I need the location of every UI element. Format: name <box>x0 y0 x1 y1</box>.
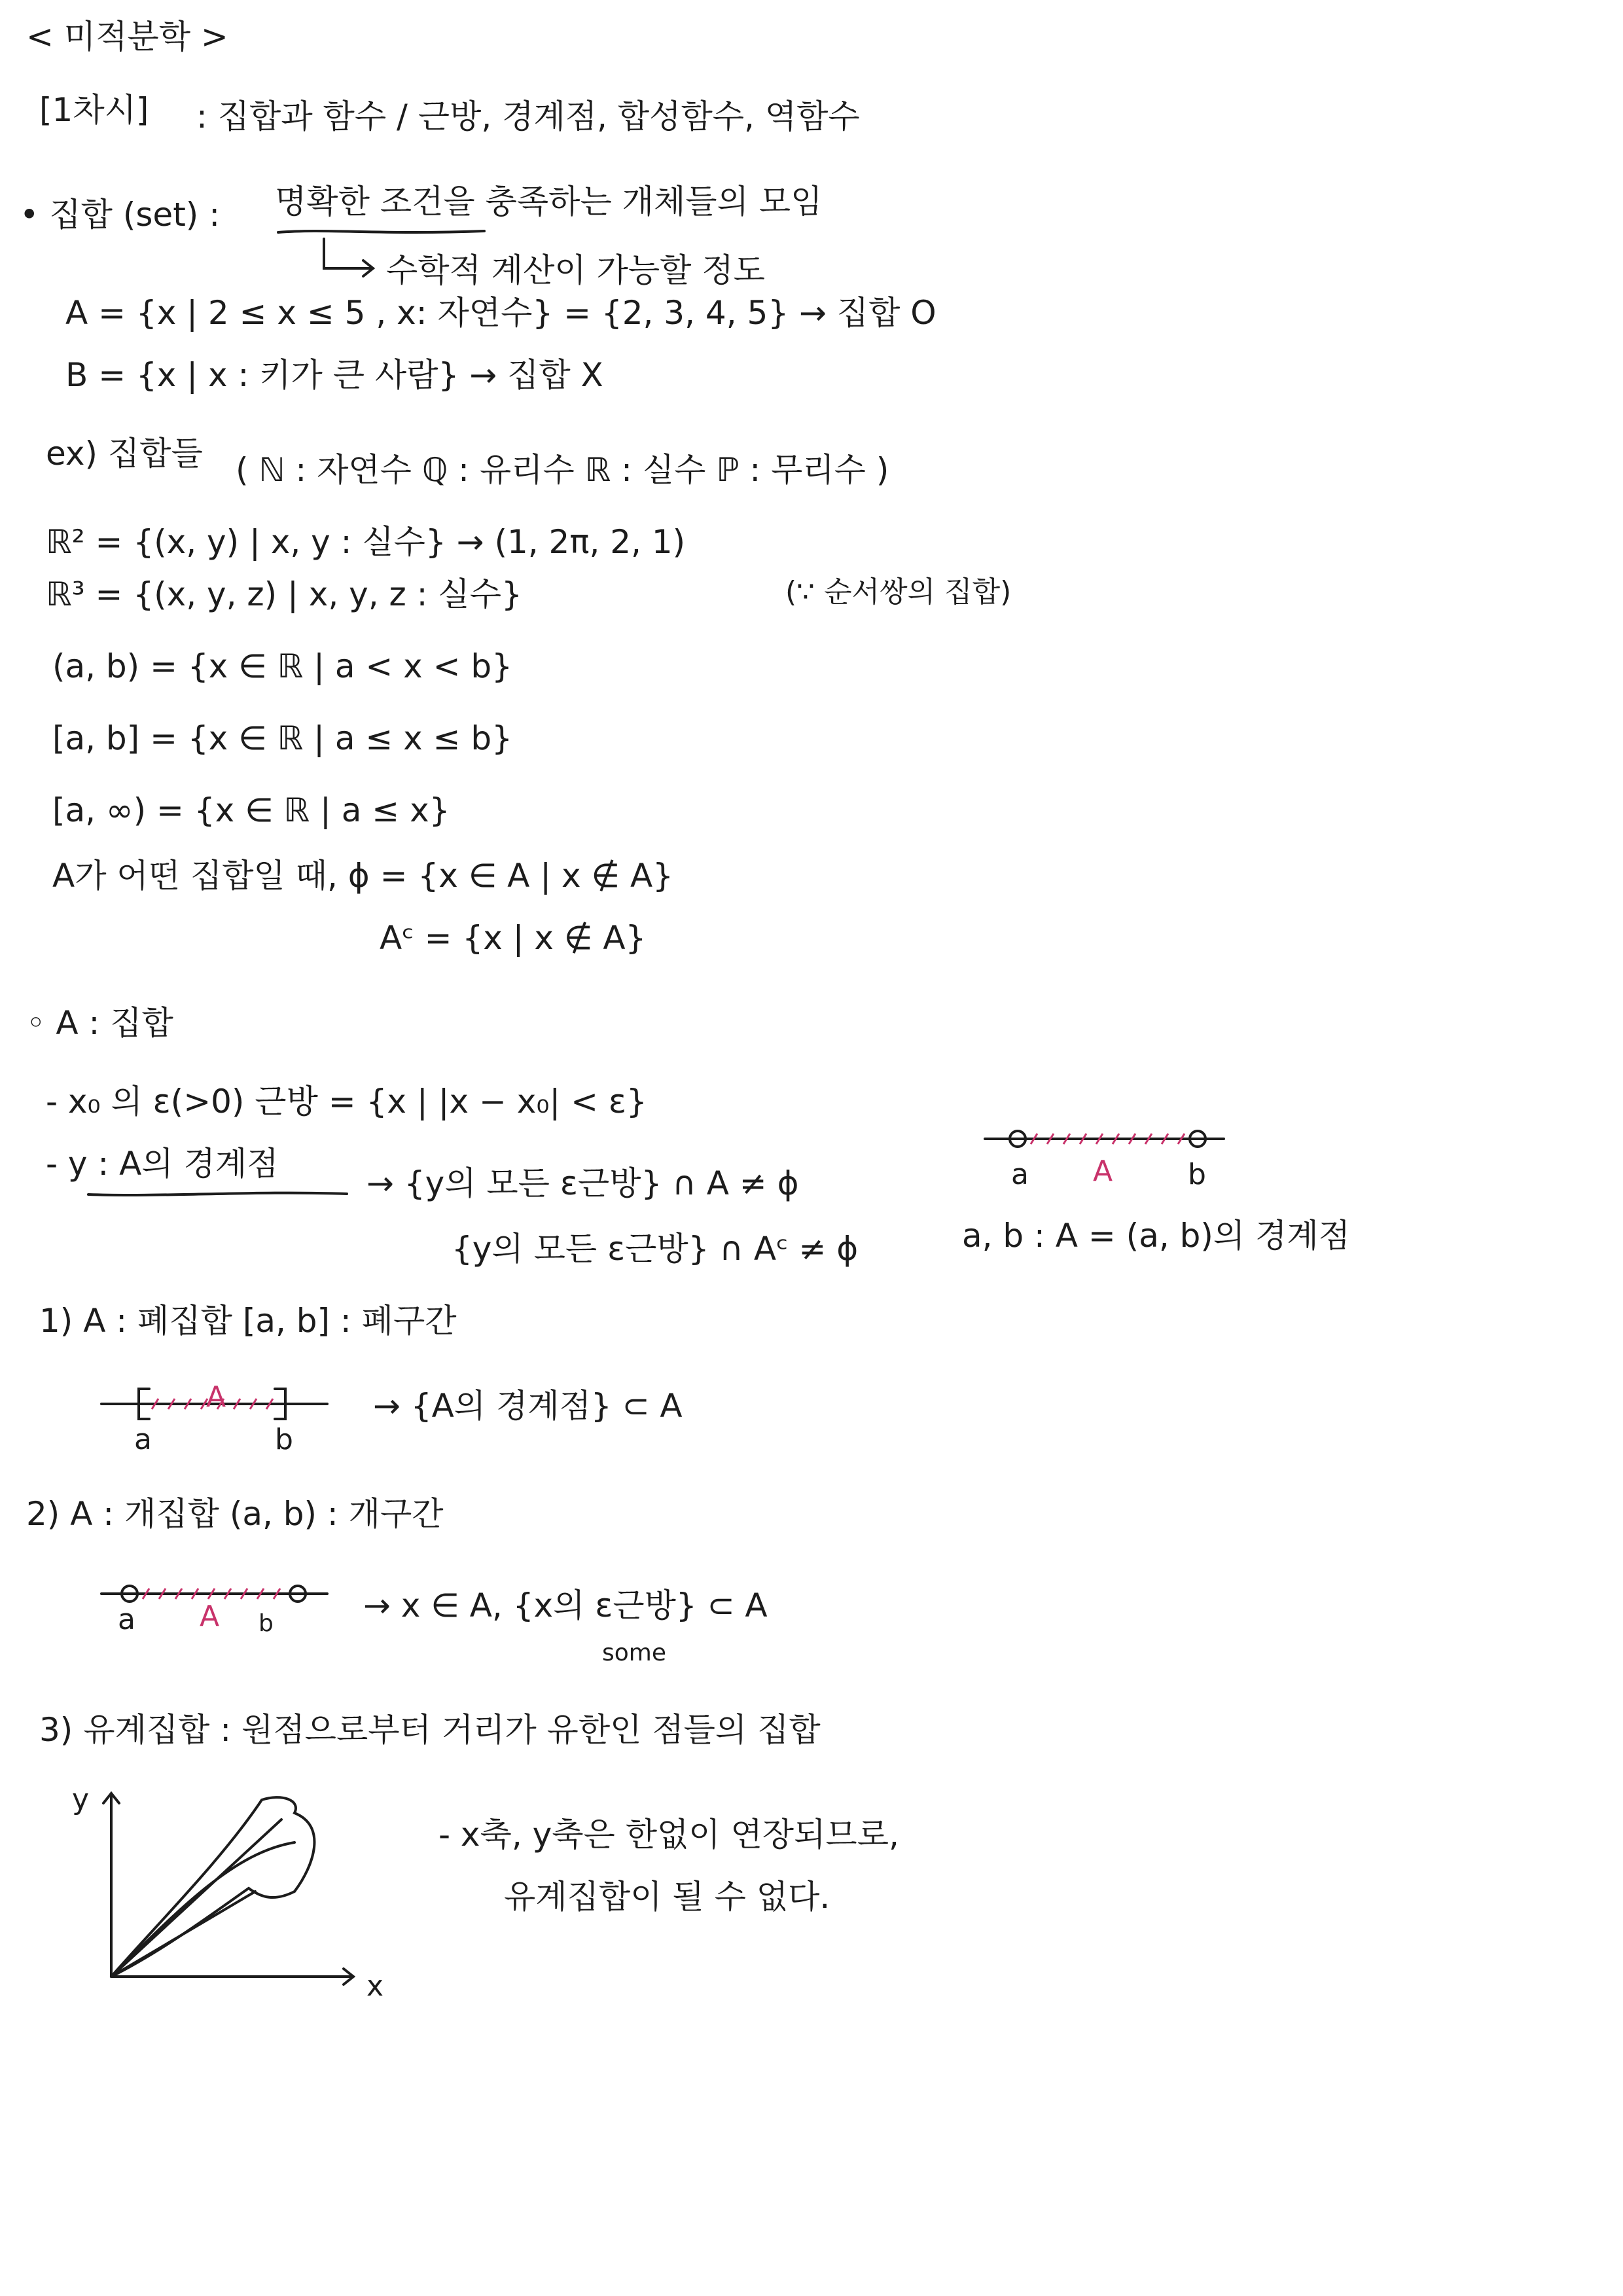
fig-label-set-a: A <box>1093 1155 1113 1188</box>
bounded-note-2: 유계집합이 될 수 없다. <box>504 1878 830 1916</box>
neighborhood-def: - x₀ 의 ε(>0) 근방 = {x | |x − x₀| < ε} <box>46 1083 647 1121</box>
open-fig-b: b <box>259 1610 274 1637</box>
fig-label-b: b <box>1188 1158 1206 1191</box>
closed-fig-b: b <box>275 1423 293 1456</box>
open-set-heading: 2) A : 개집합 (a, b) : 개구간 <box>26 1495 444 1533</box>
r2-definition: ℝ² = {(x, y) | x, y : 실수} → (1, 2π, 2, 1) <box>46 523 686 561</box>
boundary-condition-2: {y의 모든 ε근방} ∩ Aᶜ ≠ ϕ <box>452 1230 859 1268</box>
sub-arrow-icon <box>321 236 380 281</box>
closed-fig-a: a <box>134 1423 152 1456</box>
bounded-set-heading: 3) 유계집합 : 원점으로부터 거리가 유한인 점들의 집합 <box>39 1711 821 1749</box>
boundary-figure-caption: a, b : A = (a, b)의 경계점 <box>962 1217 1350 1255</box>
closed-set-heading: 1) A : 폐집합 [a, b] : 폐구간 <box>39 1302 457 1340</box>
open-set-rule: → x ∈ A, {x의 ε근방} ⊂ A <box>363 1587 768 1624</box>
set-sub-note: 수학적 계산이 가능할 정도 <box>386 251 765 289</box>
closed-set-rule: → {A의 경계점} ⊂ A <box>373 1387 683 1425</box>
open-set-some: some <box>602 1640 666 1666</box>
set-label: • 집합 (set) : <box>20 196 221 234</box>
open-fig-a: a <box>118 1603 135 1636</box>
boundary-point-label: - y : A의 경계점 <box>46 1145 279 1183</box>
definition-underline <box>275 226 491 239</box>
set-definition: 명확한 조건을 충족하는 개체들의 모임 <box>275 183 823 221</box>
r2-note: (∵ 순서쌍의 집합) <box>785 575 1012 609</box>
fig-label-a: a <box>1011 1158 1029 1191</box>
r3-definition: ℝ³ = {(x, y, z) | x, y, z : 실수} <box>46 575 522 613</box>
unbounded-axes-sketch <box>65 1780 380 2003</box>
examples-heading: ex) 집합들 <box>46 435 203 473</box>
set-example-a: A = {x | 2 ≤ x ≤ 5 , x: 자연수} = {2, 3, 4, 5} → 집합 O <box>65 294 936 332</box>
boundary-condition-1: → {y의 모든 ε근방} ∩ A ≠ ϕ <box>366 1164 799 1202</box>
boundary-heading: ◦ A : 집합 <box>26 1004 173 1042</box>
number-systems: ( ℕ : 자연수 ℚ : 유리수 ℝ : 실수 ℙ : 무리수 ) <box>236 451 889 489</box>
x-axis-label: x <box>366 1969 384 2003</box>
y-axis-label: y <box>72 1783 90 1816</box>
set-example-b: B = {x | x : 키가 큰 사람} → 집합 X <box>65 356 603 394</box>
open-interval-def: (a, b) = {x ∈ ℝ | a < x < b} <box>52 647 512 685</box>
empty-set-def: A가 어떤 집합일 때, ϕ = {x ∈ A | x ∉ A} <box>52 857 673 895</box>
closed-fig-set-a: A <box>206 1380 226 1414</box>
open-fig-set-a: A <box>200 1600 220 1633</box>
session-tag: [1차시] <box>39 91 149 129</box>
boundary-label-underline <box>85 1188 353 1201</box>
ray-def: [a, ∞) = {x ∈ ℝ | a ≤ x} <box>52 791 450 829</box>
closed-interval-def: [a, b] = {x ∈ ℝ | a ≤ x ≤ b} <box>52 719 512 757</box>
complement-def: Aᶜ = {x | x ∉ A} <box>380 919 647 957</box>
page-title: < 미적분학 > <box>26 18 228 56</box>
bounded-note-1: - x축, y축은 한없이 연장되므로, <box>438 1816 899 1854</box>
session-topics: : 집합과 함수 / 근방, 경계점, 합성함수, 역함수 <box>196 98 860 135</box>
